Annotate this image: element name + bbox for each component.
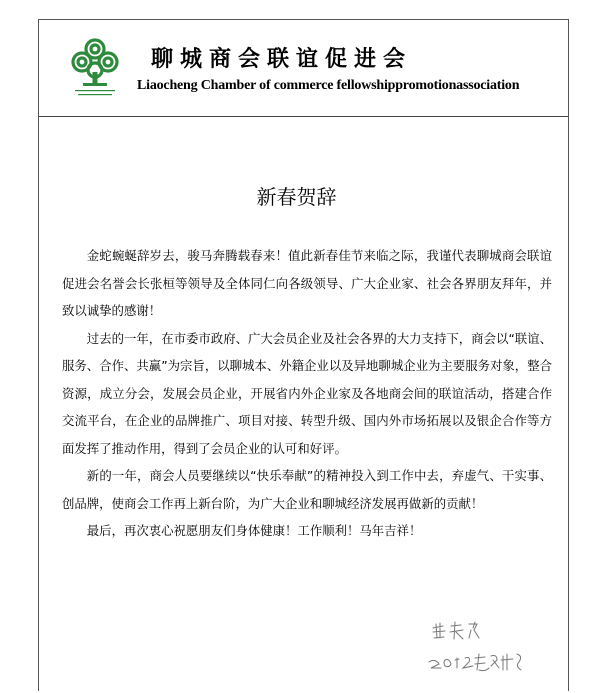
letterhead-header [39,20,568,117]
paragraph-review: 过去的一年，在市委市政府、广大会员企业及社会各界的大力支持下，商会以“联谊、服务、合作、共赢”为宗旨，以聊城本、外籍企业以及异地聊城企业为主要服务对象，整合资源，成立分会，发展会员企业，开展省内外企业家及各地商会间的联谊活动，搭建合作交流平台，在企业的品牌推广、项目对接、转型升级、国内外市场拓展以及银企合作等方面发挥了推动作用，得到了会员企业的认可和好评。 [62,330,552,456]
document-title: 新春贺辞 [256,185,337,209]
paragraph-closing: 最后，再次衷心祝愿朋友们身体健康！工作顺利！马年吉祥！ [86,523,422,538]
handwritten-signature-icon [427,620,527,680]
clover-logo-icon [69,36,121,100]
paragraph-greeting: 金蛇蜿蜒辞岁去，骏马奔腾载春来！值此新春佳节来临之际，我谨代表聊城商会联谊促进会名誉会长张桓等领导及全体同仁向各级领导、广大企业家、社会各界朋友拜年，并致以诚挚的感谢！ [62,248,552,318]
paragraph-outlook: 新的一年，商会人员要继续以“快乐奉献”的精神投入到工作中去，弃虚气、干实事、创品牌，使商会工作再上新台阶，为广大企业和聊城经济发展再做新的贡献！ [62,468,552,511]
signature-scribble [427,620,527,680]
organization-name-chinese: 聊城商会联谊促进会 [151,46,413,72]
logo-graphic [69,36,121,100]
letter-body [62,242,552,545]
organization-name-english: Liaocheng Chamber of commerce fellowshippromotionassociation [137,78,520,93]
